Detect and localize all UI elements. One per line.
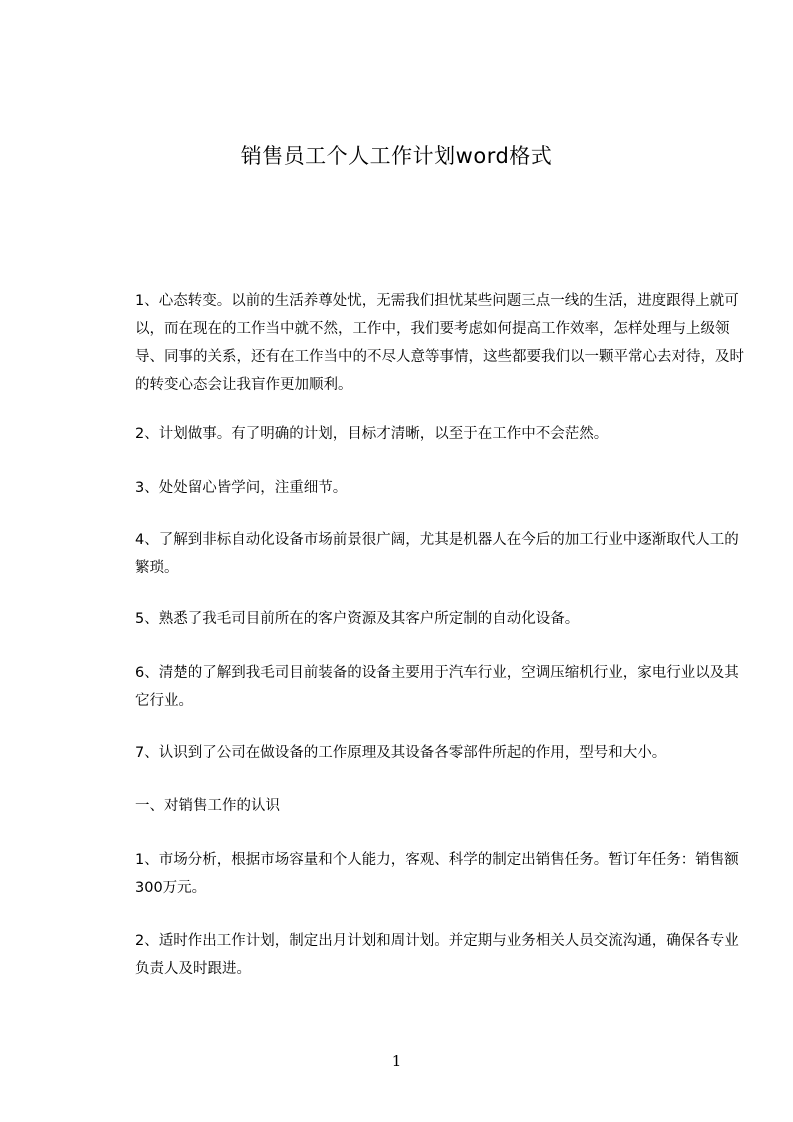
section-heading: 一、对销售工作的认识: [135, 798, 280, 814]
paragraph-7: 7、认识到了公司在做设备的工作原理及其设备各零部件所起的作用，型号和大小。: [135, 745, 667, 761]
paragraph-4: 4、了解到非标自动化设备市场前景很广阔，尤其是机器人在今后的加工行业中逐渐取代人工的繁琐。: [135, 532, 739, 576]
page-number: 1: [391, 1052, 402, 1070]
paragraph-6: 6、清楚的了解到我毛司目前装备的设备主要用于汽车行业，空调压缩机行业，家电行业以及其它行业。: [135, 665, 739, 709]
paragraph-3: 3、处处留心皆学问，注重细节。: [135, 480, 348, 496]
paragraph-5: 5、熟悉了我毛司目前所在的客户资源及其客户所定制的自动化设备。: [135, 611, 580, 627]
paragraph-2: 2、计划做事。有了明确的计划，目标才清晰，以至于在工作中不会茫然。: [135, 426, 609, 442]
paragraph-1: 1、心态转变。以前的生活养尊处忧，无需我们担忧某些问题三点一线的生活，进度跟得上就可以，而在现在的工作当中就不然，工作中，我们要考虑如何提高工作效率，怎样处理与上级领导、同事的关系，还有在工作当中的不尽人意等事情，这些都要我们以一颗平常心去对待，及时的转变心态会让我盲作更加顺利。: [135, 293, 744, 393]
document-title: 销售员工个人工作计划word格式: [240, 144, 553, 168]
paragraph-8: 1、市场分析，根据市场容量和个人能力，客观、科学的制定出销售任务。暂订年任务：销售额300万元。: [135, 852, 739, 896]
paragraph-9: 2、适时作出工作计划，制定出月计划和周计划。并定期与业务相关人员交流沟通，确保各专业负责人及时跟进。: [135, 933, 739, 977]
